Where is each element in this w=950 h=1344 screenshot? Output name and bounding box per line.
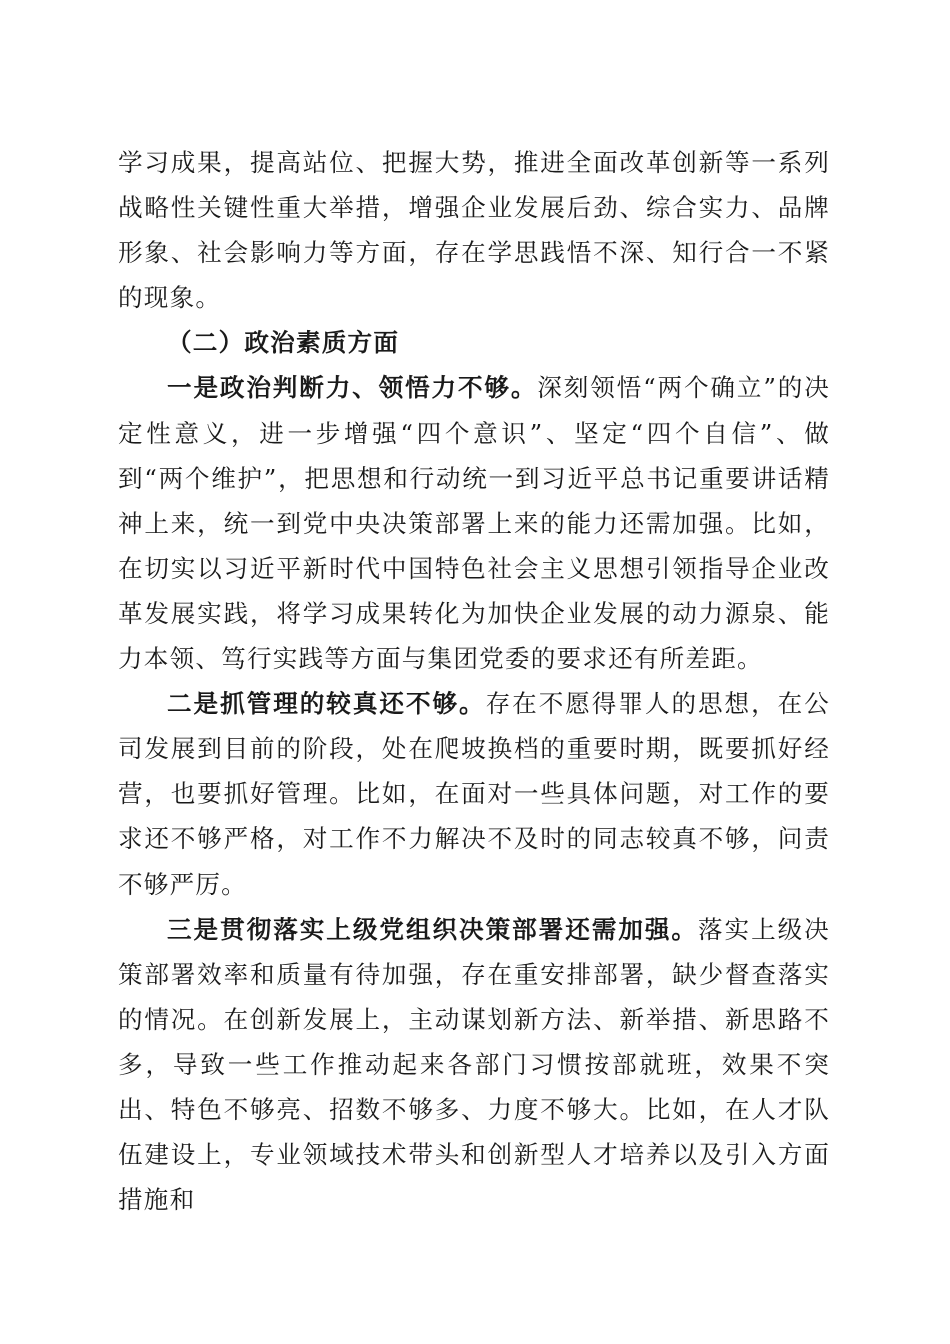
document-body [118,140,830,1222]
item-lead-1: 一是政治判断力、领悟力不够。 [167,373,538,403]
item-body-3: 落实上级决策部署效率和质量有待加强，存在重安排部署，缺少督查落实的情况。在创新发展上，主动谋划新方法、新举措、新思路不多，导致一些工作推动起来各部门习惯按部就班，效果不突出、特色不够亮、招数不够多、力度不够大。比如，在人才队伍建设上，专业领域技术带头和创新型人才培养以及引入方面措施和 [118,914,830,1215]
continuation-paragraph [118,140,830,320]
item-paragraph-1 [118,365,830,681]
item-lead-3: 三是贯彻落实上级党组织决策部署还需加强。 [167,914,698,944]
section-heading [118,320,830,365]
continuation-text: 学习成果，提高站位、把握大势，推进全面改革创新等一系列战略性关键性重大举措，增强企业发展后劲、综合实力、品牌形象、社会影响力等方面，存在学思践悟不深、知行合一不紧的现象。 [118,148,830,313]
item-paragraph-3 [118,907,830,1223]
item-paragraph-2 [118,681,830,906]
section-heading-text: （二）政治素质方面 [167,328,400,358]
item-lead-2: 二是抓管理的较真还不够。 [167,689,486,719]
item-body-1: 深刻领悟“两个确立”的决定性意义，进一步增强“四个意识”、坚定“四个自信”、做到“两个维护”，把思想和行动统一到习近平总书记重要讲话精神上来，统一到党中央决策部署上来的能力还需加强。比如，在切实以习近平新时代中国特色社会主义思想引领指导企业改革发展实践，将学习成果转化为加快企业发展的动力源泉、能力本领、笃行实践等方面与集团党委的要求还有所差距。 [118,373,830,674]
item-body-2: 存在不愿得罪人的思想，在公司发展到目前的阶段，处在爬坡换档的重要时期，既要抓好经营，也要抓好管理。比如，在面对一些具体问题，对工作的要求还不够严格，对工作不力解决不及时的同志较真不够，问责不够严厉。 [118,689,830,899]
